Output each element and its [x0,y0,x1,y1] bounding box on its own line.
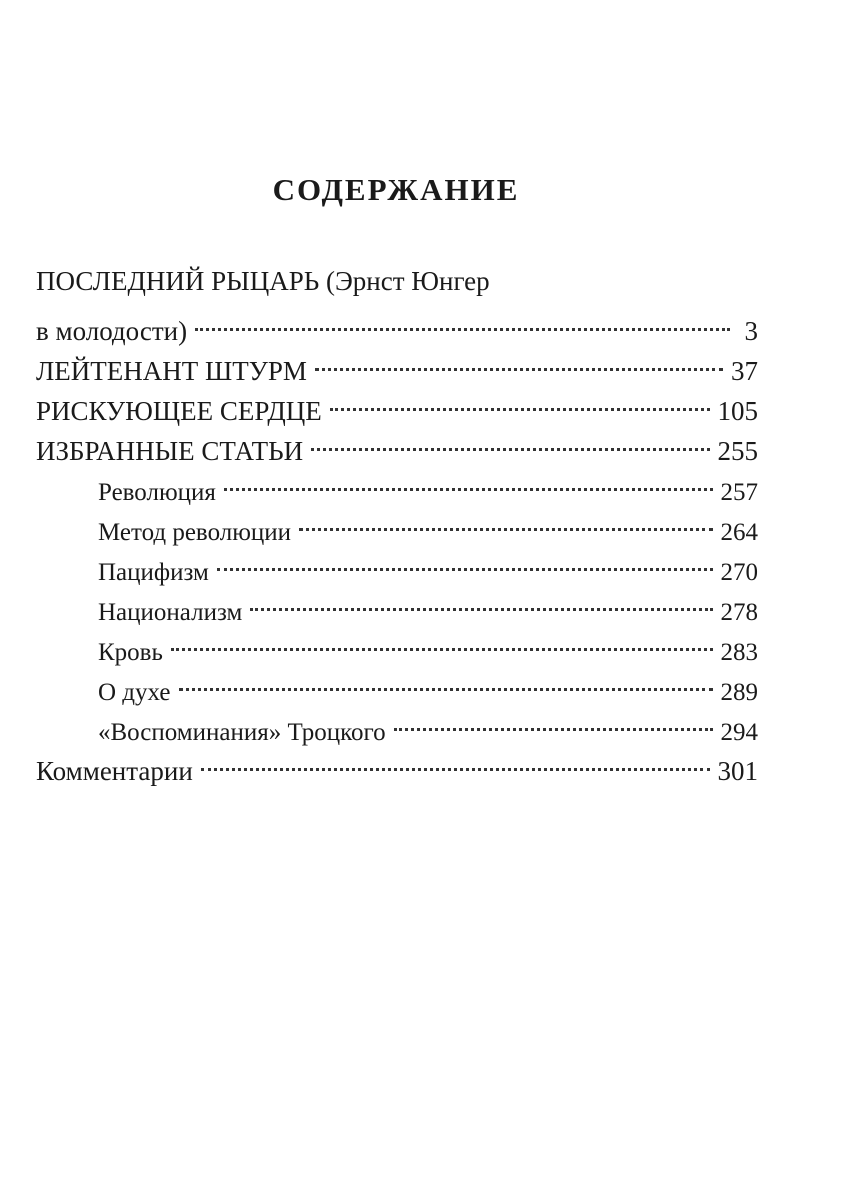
toc-entry-label: Пацифизм [98,559,209,586]
dot-leader [315,340,723,380]
dot-leader [311,420,709,460]
toc-page-number: 289 [720,679,758,706]
toc-entry-label: ПОСЛЕДНИЙ РЫЦАРЬ (Эрнст Юнгер [36,266,490,296]
dot-leader [179,660,713,700]
toc-entry-label: Метод революции [98,519,292,546]
toc-page-number: 283 [720,639,758,666]
toc-page-number: 37 [731,356,758,386]
toc-entry-label: О духе [98,679,171,706]
toc-page-number: 294 [720,719,758,746]
page-title: СОДЕРЖАНИЕ [272,172,520,207]
dot-leader [171,620,713,660]
toc-entry-label: Революция [98,479,216,506]
toc-entry-label: «Воспоминания» Троцкого [98,719,386,746]
toc-entry-label: в молодости) [36,316,188,346]
toc-entry-1-line2[interactable] [36,300,758,346]
toc-page-number: 3 [744,316,758,346]
dot-leader [330,380,710,420]
toc-page-number: 257 [720,479,758,506]
toc-page-number: 270 [720,559,758,586]
toc-page-number: 301 [717,756,758,786]
dot-leader [250,580,712,620]
toc-page-number: 255 [717,436,758,466]
toc-page-number: 105 [717,396,758,426]
dot-leader [201,740,710,780]
toc-entry-label: Национализм [98,599,243,626]
toc-entry-label: Кровь [98,639,163,666]
dot-leader [299,500,712,540]
dot-leader [224,460,713,500]
toc-entry-1-line1 [36,262,758,300]
toc-page-number: 264 [720,519,758,546]
table-of-contents [36,262,758,786]
dot-leader [195,300,730,340]
dot-leader [394,700,713,740]
toc-entry-label: Комментарии [36,756,193,786]
toc-page-number: 278 [720,599,758,626]
toc-entry-label: ИЗБРАННЫЕ СТАТЬИ [36,436,304,466]
dot-leader [217,540,713,580]
toc-entry-label: ЛЕЙТЕНАНТ ШТУРМ [36,356,307,386]
toc-entry-label: РИСКУЮЩЕЕ СЕРДЦЕ [36,396,322,426]
